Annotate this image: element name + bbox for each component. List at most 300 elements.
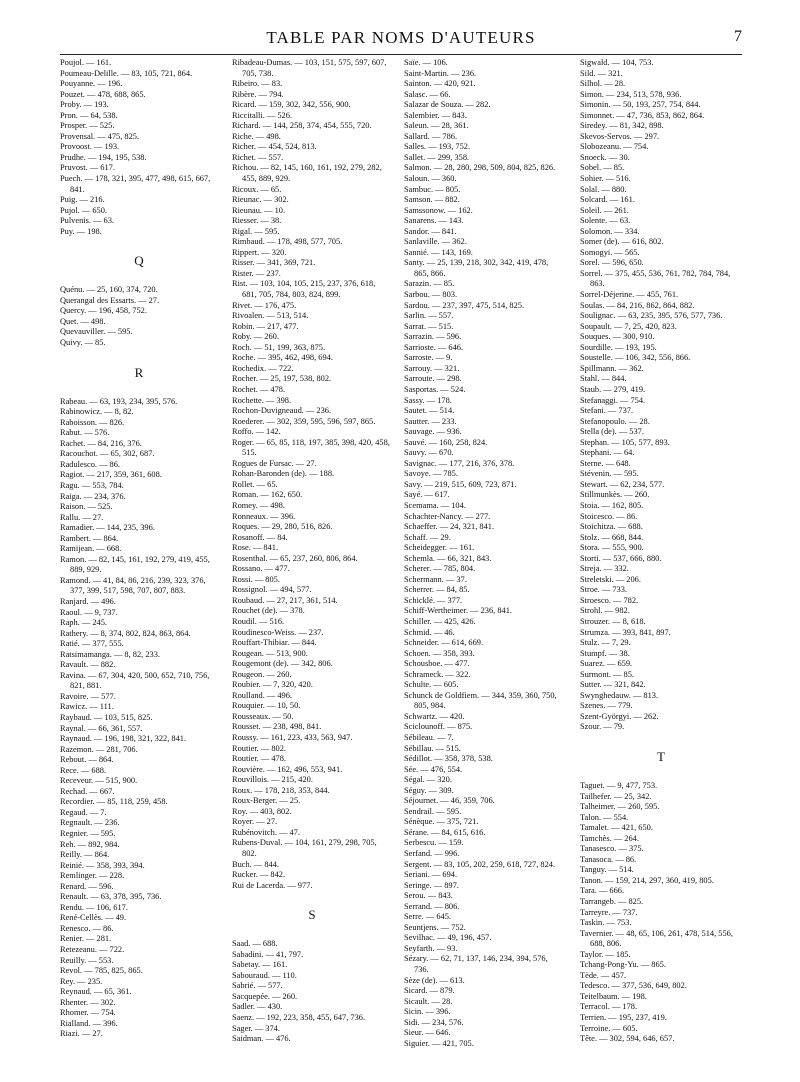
index-entry: Rouvière. — 162, 496, 553, 941. <box>232 764 343 774</box>
index-entry: Rechad. — 667. <box>60 786 115 796</box>
index-entry: Tamchès. — 264. <box>580 833 639 843</box>
index-entry: Stephan. — 105, 577, 893. <box>580 437 670 447</box>
index-entry: Raboisson. — 826. <box>60 417 125 427</box>
index-entry: Silhol. — 28. <box>580 79 626 89</box>
index-entry: Puy. — 198. <box>60 226 102 236</box>
index-entry: Ragu. — 553, 784. <box>60 480 124 490</box>
index-entry: Sée. — 476, 554. <box>404 764 463 774</box>
section-letter: T <box>657 749 665 764</box>
index-entry: Schiller. — 425, 426. <box>404 616 476 626</box>
index-entry: Tanon. — 159, 214, 297, 360, 419, 805. <box>580 875 714 885</box>
index-entry: Samssonow. — 162. <box>404 205 473 215</box>
index-entry: Sorrel-Déjerine. — 455, 761. <box>580 290 679 300</box>
index-column-1 <box>60 58 218 1040</box>
index-entry: Routier. — 478. <box>232 754 286 764</box>
index-entry: Spillmann. — 362. <box>580 363 644 373</box>
index-entry: Snoeck. — 30. <box>580 152 630 162</box>
index-entry: Tanguy. — 514. <box>580 865 634 875</box>
index-entry: Ribadeau-Dumas. — 103, 151, 575, 597, 607, 705, 738. <box>232 58 387 78</box>
index-entry: Pouzet. — 478, 688, 865. <box>60 89 146 99</box>
index-entry: Rougeon. — 260. <box>232 669 292 679</box>
index-entry: Saloun. — 360. <box>404 174 457 184</box>
index-entry: Reuilly. — 553. <box>60 955 114 965</box>
index-entry: Ravoire. — 577. <box>60 691 116 701</box>
index-entry: Sabrié. — 577. <box>232 981 283 991</box>
index-entry: Rouchet (de). — 378. <box>232 606 305 616</box>
index-entry: Sorrel. — 375, 455, 536, 761, 782, 784, 784, 863. <box>580 268 731 289</box>
index-entry: Sorel. — 596, 650. <box>580 258 644 268</box>
index-entry: Scherer. — 785, 804. <box>404 564 476 574</box>
index-entry: Royer. — 27. <box>232 817 278 827</box>
index-entry: Tedesco. — 377, 536, 649, 802. <box>580 981 687 991</box>
index-entry: Séguy. — 309. <box>404 785 454 795</box>
index-entry: Rouffart-Thibiar. — 844. <box>232 638 317 648</box>
index-entry: Sanlaville. — 362. <box>404 237 467 247</box>
index-entry: Schulte. — 605. <box>404 680 459 690</box>
index-entry: Simon. — 234, 513, 578, 936. <box>580 89 682 99</box>
index-entry: Renard. — 596. <box>60 881 114 891</box>
index-entry: Saidman. — 476. <box>232 1034 291 1044</box>
index-entry: Sambuc. — 805. <box>404 184 461 194</box>
index-entry: Saïe. — 106. <box>404 58 448 67</box>
index-entry: Rhomer. — 754. <box>60 1008 116 1018</box>
index-entry: Remlinger. — 228. <box>60 871 125 881</box>
index-entry: Soupault. — 7, 25, 420, 823. <box>580 321 677 331</box>
index-entry: Quénu. — 25, 160, 374, 720. <box>60 285 158 295</box>
index-entry: Roger. — 65, 85, 118, 197, 385, 398, 420, 458, 515. <box>232 437 390 458</box>
index-entry: Rose. — 841. <box>232 543 279 553</box>
index-entry: Strohl. — 982. <box>580 606 630 616</box>
index-entry: Stumpf. — 38. <box>580 648 630 658</box>
index-entry: Regnault. — 236. <box>60 818 120 828</box>
index-entry: Sidi. — 234, 576. <box>404 1017 464 1027</box>
section-letter: R <box>134 364 144 380</box>
index-entry: Roby. — 260. <box>232 332 279 342</box>
index-entry: Rougean. — 513, 900. <box>232 648 308 658</box>
index-entry: Samson. — 882. <box>404 195 460 205</box>
index-entry: Schaeffer. — 24, 321, 841. <box>404 522 495 532</box>
index-entry: Sautet. — 514. <box>404 406 455 416</box>
index-entry: Saint-Martin. — 236. <box>404 68 477 78</box>
index-entry: Sager. — 374. <box>232 1023 280 1033</box>
index-entry: Rabeau. — 63, 193, 234, 395, 576. <box>60 396 178 406</box>
index-entry: Seyfarth. — 93. <box>404 943 458 953</box>
index-entry: Soustelle. — 106, 342, 556, 866. <box>580 353 691 363</box>
index-entry: Sauvé. — 160, 258, 824. <box>404 437 488 447</box>
index-entry: Schousboe. — 477. <box>404 659 470 669</box>
index-entry: Storti. — 537, 666, 880. <box>580 553 662 563</box>
index-entry: Rendu. — 106, 617. <box>60 902 128 912</box>
index-entry: Scemama. — 104. <box>404 500 466 510</box>
index-entry: Scheidegger. — 161. <box>404 543 475 553</box>
index-entry: Rougemont (de). — 342, 806. <box>232 659 333 669</box>
index-entry: Stroesco. — 782. <box>580 595 639 605</box>
index-entry: Saenz. — 192, 223, 358, 455, 647, 736. <box>232 1013 366 1023</box>
index-entry: Reilly. — 864. <box>60 850 110 860</box>
index-entry: Sèze (de). — 613. <box>404 975 465 985</box>
index-entry: Rossi. — 805. <box>232 574 280 584</box>
index-entry: Schrameck. — 322. <box>404 669 471 679</box>
index-entry: Rebout. — 864. <box>60 755 114 765</box>
index-entry: Richer. — 454, 524, 813. <box>232 142 317 152</box>
index-entry: Sauvage. — 936. <box>404 427 462 437</box>
index-column-2 <box>232 58 392 1045</box>
index-entry: Ramadier. — 144, 235, 396. <box>60 523 155 533</box>
index-entry: Stefanopoulo. — 28. <box>580 416 650 426</box>
index-entry: René-Cellès. — 49. <box>60 913 127 923</box>
index-entry: Roy. — 403, 802. <box>232 806 292 816</box>
index-entry: Stora. — 555, 900. <box>580 543 644 553</box>
index-entry: Riazi. — 27. <box>60 1029 103 1039</box>
index-entry: Sarroste. — 9. <box>404 353 453 363</box>
index-entry: Reynaud. — 65, 361. <box>60 987 132 997</box>
index-entry: Serou. — 843. <box>404 891 453 901</box>
index-entry: Quercy. — 196, 458, 752. <box>60 306 147 316</box>
index-entry: Roux-Berger. — 25. <box>232 796 301 806</box>
index-entry: Raynal. — 66, 361, 557. <box>60 723 143 733</box>
index-entry: Rippert. — 320. <box>232 247 287 257</box>
index-entry: Puech. — 178, 321, 395, 477, 498, 615, 667, 841. <box>60 174 211 194</box>
index-entry: Stoia. — 162, 805. <box>580 500 644 510</box>
index-entry: Tarreyre. — 737. <box>580 907 638 917</box>
index-entry: Solente. — 63. <box>580 216 631 226</box>
index-entry: Staub. — 279, 419. <box>580 384 646 394</box>
index-entry: Schicklé. — 377. <box>404 595 463 605</box>
index-entry: Pulvenis. — 63. <box>60 216 114 226</box>
index-entry: Rathery. — 8, 374, 802, 824, 863, 864. <box>60 628 191 638</box>
index-entry: Rieunac. — 302. <box>232 195 289 205</box>
index-entry: Stoichitza. — 688. <box>580 522 643 532</box>
index-entry: Seringe. — 897. <box>404 880 459 890</box>
index-entry: Solcard. — 161. <box>580 195 635 205</box>
index-entry: Rachet. — 84, 216, 376. <box>60 438 142 448</box>
index-entry: Stillmunkès. — 260. <box>580 490 650 500</box>
index-entry: Sigwald. — 104, 753. <box>580 58 654 67</box>
index-entry: Tête. — 302, 594, 646, 657. <box>580 1034 675 1044</box>
index-entry: Schoen. — 358, 393. <box>404 648 475 658</box>
index-entry: Ramon. — 82, 145, 161, 192, 279, 419, 455, 889, 929. <box>60 554 210 575</box>
index-entry: Raiga. — 234, 376. <box>60 491 126 501</box>
index-entry: Sevilhac. — 49, 196, 457. <box>404 933 492 943</box>
page-title: TABLE PAR NOMS D'AUTEURS <box>266 28 536 47</box>
index-entry: Talheimer. — 260, 595. <box>580 802 660 812</box>
index-entry: Roulland. — 496. <box>232 690 293 700</box>
index-entry: Rieunau. — 10. <box>232 205 286 215</box>
index-entry: Stephani. — 64. <box>580 448 635 458</box>
index-entry: Solomon. — 334. <box>580 226 640 236</box>
index-entry: Seuntjens. — 752. <box>404 922 466 932</box>
index-entry: Sallard. — 786. <box>404 131 458 141</box>
index-entry: Rohan-Baronden (de). — 188. <box>232 469 335 479</box>
index-entry: Stahl. — 844. <box>580 374 627 384</box>
index-entry: Regnier. — 595. <box>60 829 116 838</box>
index-entry: Santy. — 25, 139, 218, 302, 342, 419, 478, 865, 866. <box>404 258 549 278</box>
index-entry: Sallet. — 299, 358. <box>404 152 470 162</box>
index-entry: Rece. — 688. <box>60 765 107 775</box>
index-entry: Rist. — 103, 104, 105, 215, 237, 376, 618, 681, 705, 784, 803, 824, 899. <box>232 279 376 300</box>
index-entry: Romey. — 498. <box>232 500 285 510</box>
index-entry: Ricoux. — 65. <box>232 184 282 194</box>
index-entry: Rocher. — 25, 197, 538, 802. <box>232 374 332 384</box>
index-entry: Ribeiro. — 83. <box>232 79 283 89</box>
index-entry: Tanasesco. — 375. <box>580 844 644 854</box>
index-entry: Sterne. — 648. <box>580 458 631 468</box>
index-entry: Soulas. — 84, 216, 862, 864, 882. <box>580 300 695 310</box>
index-entry: Sicault. — 28. <box>404 996 453 1006</box>
index-entry: Ravina. — 67, 304, 420, 500, 652, 710, 756, 821, 881. <box>60 670 210 691</box>
section-letter: S <box>308 907 316 923</box>
index-entry: Slobozeanu. — 754. <box>580 142 649 152</box>
index-entry: Rialland. — 396. <box>60 1018 118 1028</box>
index-entry: Proby. — 193. <box>60 100 109 110</box>
index-entry: Prosper. — 525. <box>60 121 115 131</box>
index-entry: Ribère. — 794. <box>232 89 284 99</box>
index-entry: Rossignol. — 494, 577. <box>232 585 312 595</box>
index-entry: Raph. — 245. <box>60 618 107 628</box>
index-entry: Receveur. — 515, 900. <box>60 776 138 786</box>
index-entry: Raynaud. — 196, 198, 321, 322, 841. <box>60 734 187 744</box>
index-entry: Prudhe. — 194, 195, 538. <box>60 152 147 162</box>
index-entry: Provoost. — 193. <box>60 142 120 152</box>
index-entry: Soulignac. — 63, 235, 395, 576, 577, 736. <box>580 311 723 321</box>
index-entry: Sabetay. — 161. <box>232 960 288 970</box>
index-entry: Ronneaux. — 396. <box>232 511 296 521</box>
index-entry: Seriani. — 694. <box>404 870 458 880</box>
index-entry: Sobel. — 85. <box>580 163 625 173</box>
index-entry: Rossano. — 477. <box>232 564 290 574</box>
index-entry: Taskin. — 753. <box>580 918 632 928</box>
index-entry: Strouzer. — 8, 618. <box>580 616 646 626</box>
index-entry: Ravault. — 882. <box>60 660 116 670</box>
index-entry: Routier. — 802. <box>232 743 286 753</box>
index-entry: Surmont. — 85. <box>580 669 634 679</box>
index-entry: Rigal. — 595. <box>232 226 280 236</box>
index-entry: Roussy. — 161, 223, 433, 563, 947. <box>232 733 353 742</box>
index-entry: Rousseaux. — 50. <box>232 711 294 721</box>
index-entry: Szent-Györgyi. — 262. <box>580 711 659 721</box>
index-entry: Rubens-Duval. — 104, 161, 279, 298, 705, 802. <box>232 838 377 859</box>
index-entry: Roudil. — 516. <box>232 616 285 626</box>
index-entry: Terrien. — 195, 237, 419. <box>580 1013 667 1023</box>
index-entry: Sutter. — 321, 842. <box>580 680 646 690</box>
index-entry: Stulz. — 7, 29. <box>580 638 631 648</box>
index-entry: Séjournet. — 46, 359, 706. <box>404 796 495 806</box>
index-entry: Simonin. — 50, 193, 257, 754, 844. <box>580 100 701 110</box>
index-entry: Salmon. — 28, 280, 298, 509, 804, 825, 826. <box>404 163 556 173</box>
index-entry: Rivoalen. — 513, 514. <box>232 311 309 321</box>
index-entry: Reh. — 892, 984. <box>60 839 120 849</box>
index-entry: Szour. — 79. <box>580 722 625 732</box>
index-entry: Sarrouy. — 321. <box>404 363 460 373</box>
index-entry: Ratié. — 377, 555. <box>60 639 124 649</box>
index-entry: Renier. — 281. <box>60 934 112 944</box>
index-entry: Sainton. — 420, 921. <box>404 79 476 89</box>
index-entry: Sasportas. — 524. <box>404 384 466 394</box>
index-entry: Schaff. — 29. <box>404 532 451 542</box>
index-entry: Schemla. — 66, 321, 843. <box>404 553 492 563</box>
index-entry: Rollet. — 65. <box>232 479 278 489</box>
index-entry: Sanarens. — 143. <box>404 216 464 226</box>
index-entry: Querangal des Essarts. — 27. <box>60 295 160 305</box>
index-entry: Tarrangeb. — 825. <box>580 897 644 907</box>
index-entry: Revol. — 785, 825, 865. <box>60 966 143 976</box>
index-entry: Quivy. — 85. <box>60 338 106 348</box>
index-entry: Razemon. — 281, 706. <box>60 744 138 754</box>
index-entry: Skevos-Servos. — 297. <box>580 131 660 141</box>
index-entry: Roederer. — 302, 359, 595, 596, 597, 865. <box>232 416 376 426</box>
index-entry: Roques. — 29, 280, 516, 826. <box>232 522 333 532</box>
index-entry: Rouvillois. — 215, 420. <box>232 775 313 785</box>
index-entry: Somer (de). — 616, 802. <box>580 237 664 247</box>
index-entry: Tchang-Pong-Yu. — 865. <box>580 960 666 970</box>
index-entry: Streletski. — 206. <box>580 574 641 584</box>
index-entry: Roux. — 178, 218, 353, 844. <box>232 785 330 795</box>
index-entry: Sciclounoff. — 875. <box>404 722 473 732</box>
index-entry: Taylor. — 185. <box>580 949 631 959</box>
index-entry: Renesco. — 86. <box>60 923 114 933</box>
index-entry: Sarroute. — 298. <box>404 374 462 384</box>
index-entry: Tède. — 457. <box>580 970 627 980</box>
index-entry: Sadler. — 430. <box>232 1002 283 1012</box>
index-entry: Rivet. — 176, 475. <box>232 300 297 310</box>
index-entry: Sassy. — 178. <box>404 395 452 405</box>
index-entry: Sarlin. — 557. <box>404 311 454 321</box>
index-entry: Rogues de Fursac. — 27. <box>232 458 317 468</box>
index-entry: Teitelbaum. — 198. <box>580 991 647 1001</box>
index-entry: Rhenter. — 302. <box>60 997 116 1007</box>
index-entry: Swynghedauw. — 813. <box>580 690 659 700</box>
index-entry: Sébileau. — 7. <box>404 733 454 742</box>
index-entry: Sérane. — 84, 615, 616. <box>404 827 486 837</box>
index-entry: Sild. — 321. <box>580 68 623 78</box>
index-entry: Richet. — 557. <box>232 152 284 162</box>
index-entry: Souques. — 300, 910. <box>580 332 655 342</box>
index-entry: Talon. — 554. <box>580 812 629 822</box>
index-entry: Ramond. — 41, 84, 86, 216, 239, 323, 376, 377, 399, 517, 598, 707, 807, 883. <box>60 575 206 596</box>
index-entry: Sicin. — 396. <box>404 1007 451 1017</box>
index-entry: Pouyanne. — 196. <box>60 79 123 89</box>
index-entry: Reinié. — 358, 393, 394. <box>60 860 145 870</box>
index-entry: Sarrazin. — 596. <box>404 332 462 342</box>
index-entry: Raison. — 525. <box>60 502 113 512</box>
index-entry: Schunck de Goldfiem. — 344, 359, 360, 750, 805, 984. <box>404 690 557 711</box>
index-entry: Sandor. — 841. <box>404 226 457 236</box>
page-header <box>60 26 742 55</box>
index-entry: Soleil. — 261. <box>580 205 629 215</box>
index-entry: Ramijean. — 668. <box>60 544 122 554</box>
index-entry: Sarrioste. — 646. <box>404 342 464 352</box>
index-entry: Somogyi. — 565. <box>580 247 640 257</box>
index-entry: Sarazin. — 85. <box>404 279 455 289</box>
index-entry: Simonnet. — 47, 736, 853, 862, 864. <box>580 110 705 120</box>
index-entry: Rousset. — 238, 498, 841. <box>232 722 322 732</box>
index-entry: Raybaud. — 103, 515, 825. <box>60 712 153 722</box>
index-entry: Rouquier. — 10, 50. <box>232 701 301 711</box>
index-entry: Pron. — 64, 538. <box>60 110 118 120</box>
index-entry: Roch. — 51, 199, 363, 875. <box>232 342 326 352</box>
index-entry: Sautter. — 233. <box>404 416 457 426</box>
index-entry: Regaud. — 7. <box>60 807 107 817</box>
index-entry: Richou. — 82, 145, 160, 161, 192, 279, 282, 455, 889, 929. <box>232 163 382 184</box>
index-entry: Serbescu. — 159. <box>404 838 464 848</box>
index-entry: Saleun. — 28, 361. <box>404 121 469 131</box>
index-entry: Terracol. — 178. <box>580 1002 638 1012</box>
index-entry: Sardou. — 237, 397, 475, 514, 825. <box>404 300 525 310</box>
index-entry: Riesser. — 38. <box>232 216 282 226</box>
index-entry: Schiff-Wertheimer. — 236, 841. <box>404 606 513 616</box>
index-entry: Stévenin. — 595. <box>580 469 639 479</box>
index-column-3 <box>404 58 564 1049</box>
index-entry: Rochedix. — 722. <box>232 363 294 373</box>
index-entry: Rochette. — 398. <box>232 395 292 405</box>
index-entry: Quevauviller. — 595. <box>60 327 133 337</box>
index-entry: Sauvy. — 670. <box>404 448 454 458</box>
index-entry: Retezeanu. — 722. <box>60 945 125 955</box>
index-entry: Sarbou. — 803. <box>404 290 458 300</box>
index-entry: Serre. — 645. <box>404 912 451 922</box>
index-entry: Roman. — 162, 650. <box>232 490 303 500</box>
section-letter: Q <box>134 253 144 269</box>
index-entry: Rosenthal. — 65, 237, 260, 806, 864. <box>232 553 358 563</box>
index-entry: Roudinesco-Weiss. — 237. <box>232 627 324 637</box>
index-entry: Salles. — 193, 752. <box>404 142 471 152</box>
index-entry: Sourdille. — 193, 195. <box>580 342 657 352</box>
index-entry: Rucker. — 842. <box>232 870 286 880</box>
index-entry: Rui de Lacerda. — 977. <box>232 880 313 890</box>
index-entry: Buch. — 844. <box>232 859 279 869</box>
index-entry: Raoul. — 9, 737. <box>60 607 118 617</box>
index-entry: Riche. — 498. <box>232 131 281 141</box>
index-entry: Rambert. — 864. <box>60 533 119 543</box>
index-entry: Rochon-Duvigneaud. — 236. <box>232 406 332 416</box>
index-entry: Serrand. — 806. <box>404 901 460 911</box>
index-entry: Schermann. — 37. <box>404 574 467 584</box>
index-entry: Rubénovitch. — 47. <box>232 827 300 837</box>
index-entry: Sénèque. — 375, 721. <box>404 817 479 827</box>
index-entry: Siguier. — 421, 705. <box>404 1038 474 1048</box>
index-entry: Sieur. — 646. <box>404 1028 451 1038</box>
index-entry: Rabut. — 576. <box>60 428 110 438</box>
index-entry: Roffo. — 142. <box>232 427 281 437</box>
index-entry: Schachter-Nancy. — 277. <box>404 511 491 521</box>
index-entry: Rosanoff. — 84. <box>232 532 288 542</box>
index-entry: Salasc. — 66. <box>404 89 451 99</box>
index-entry: Quet. — 498. <box>60 316 106 326</box>
page-number: 7 <box>734 28 742 45</box>
index-entry: Sohier. — 516. <box>580 174 631 184</box>
index-entry: Strumza. — 393, 841, 897. <box>580 627 671 637</box>
index-entry: Robin. — 217, 477. <box>232 321 299 331</box>
index-entry: Rallu. — 27. <box>60 512 104 522</box>
index-entry: Stefani. — 737. <box>580 406 634 416</box>
index-entry: Sébillau. — 515. <box>404 743 461 753</box>
index-entry: Sabouraud. — 110. <box>232 970 297 980</box>
index-entry: Puig. — 216. <box>60 195 105 205</box>
index-entry: Sarrat. — 515. <box>404 321 454 331</box>
index-entry: Recordier. — 85, 118, 259, 458. <box>60 797 168 807</box>
index-entry: Ranjard. — 496. <box>60 596 116 606</box>
index-entry: Pruvost. — 617. <box>60 163 115 173</box>
index-entry: Rimbaud. — 178, 498, 577, 705. <box>232 237 343 247</box>
index-entry: Roubier. — 7, 320, 420. <box>232 680 313 690</box>
index-entry: Stewart. — 62, 234, 577. <box>580 479 665 489</box>
index-entry: Saad. — 688. <box>232 939 278 949</box>
index-entry: Roubaud. — 27, 217, 361, 514. <box>232 595 338 605</box>
index-entry: Stoicesco. — 86. <box>580 511 638 521</box>
index-entry: Tailhefer. — 25, 342. <box>580 791 652 801</box>
index-entry: Risser. — 341, 369, 721. <box>232 258 316 268</box>
index-entry: Sézary. — 62, 71, 137, 146, 234, 394, 576, 736. <box>404 954 548 975</box>
